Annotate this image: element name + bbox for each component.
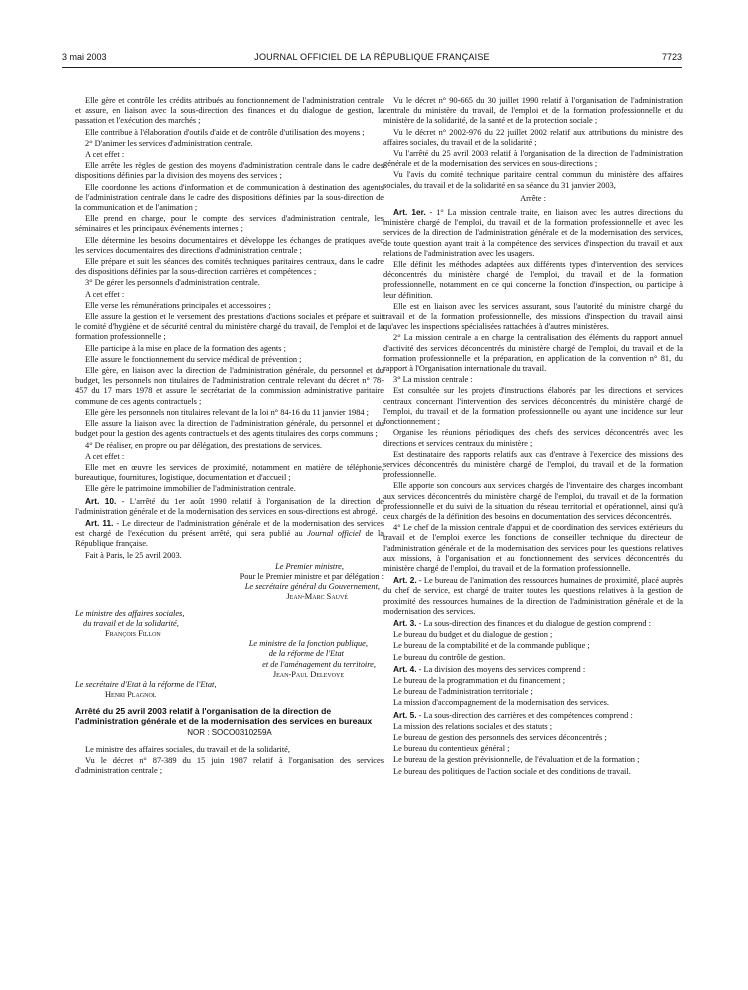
paragraph: Elle assure la liaison avec la direction de l'administration générale, du personnel et du budget pour la gestion des agents contractuels et des agents titulaires des corps communs ; [75, 419, 384, 439]
list-item: Le bureau de la comptabilité et de la commande publique ; [393, 641, 590, 651]
paragraph: Vu le décret n° 2002-976 du 22 juillet 2002 relatif aux attributions du ministre des affaires sociales, du travail et de la solidarité ; [383, 127, 683, 147]
article-10 [75, 496, 384, 517]
signature-name: Jean-Marc Sauvé [286, 592, 348, 602]
paragraph: 4° Le chef de la mission centrale d'appui et de coordination des services extérieurs du travail et de l'emploi exerce les fonctions de conseiller technique du directeur de l'administration générale et de la modernisation des services pour les questions relatives aux missions, à l'organisation et au fonctionnement des services déconcentrés du ministère chargé de l'emploi, du travail et de la formation professionnelle. [383, 523, 683, 573]
list-item: Le bureau des politiques de l'action sociale et des conditions de travail. [393, 766, 631, 776]
paragraph: Elle est en liaison avec les services assurant, sous l'autorité du ministre chargé du travail et de la formation professionnelle, des missions d'inspection du travail ainsi qu'avec les inspections spécialisées rattachées à d'autres ministères. [383, 301, 683, 332]
fait-a-paris: Fait à Paris, le 25 avril 2003. [85, 550, 182, 560]
paragraph: Le ministre des affaires sociales, du travail et de la solidarité, [85, 744, 290, 754]
paragraph: 2° La mission centrale a en charge la centralisation des éléments du rapport annuel d'activité des services déconcentrés du ministère chargé de l'emploi, du travail et de la formation professionnelle et la préparation, en application de la convention n° 81, du rapport à l'Organisation internationale du travail. [383, 333, 683, 374]
nor-reference: NOR : SOCO0310259A [187, 728, 272, 738]
header-rule [62, 67, 682, 68]
header-page-number: 7723 [661, 52, 682, 62]
paragraph: 3° La mission centrale : [393, 375, 473, 385]
article-text: - 1° La mission centrale traite, en liaison avec les autres directions du ministère chargé de l'emploi, du travail et de la formation professionnelle et avec les services de la direction de l'administration générale et de la modernisation des services, de toute question ayant trait à la compétence des services d'inspection du travail et aux relations de l'administration avec les usagers. [383, 208, 683, 258]
paragraph: Elle prend en charge, pour le compte des services d'administration centrale, les séminaires et les principaux événements internes ; [75, 214, 384, 234]
list-item: Le bureau de l'administration territoriale ; [393, 687, 533, 697]
article-text: - Le bureau de l'animation des ressources humaines de proximité, placé auprès du chef de service, est chargé de traiter toutes les questions relatives à la gestion de proximité des ressources humaines de la direction de l'administration générale et de la modernisation des services. [383, 576, 684, 616]
paragraph: Elle verse les rémunérations principales et accessoires ; [85, 300, 271, 310]
minister-role: de la réforme de l'Etat [268, 649, 344, 659]
paragraph: A cet effet : [85, 289, 125, 299]
article-1 [383, 207, 683, 259]
paragraph: Elle arrête les règles de gestion des moyens d'administration centrale dans le cadre des dispositions définies par la division des moyens des services ; [75, 161, 384, 181]
list-item: La mission d'accompagnement de la modernisation des services. [393, 698, 609, 708]
signature-role: Le secrétaire général du Gouvernement, [244, 582, 380, 592]
paragraph: Elle contribue à l'élaboration d'outils d'aide et de contrôle d'utilisation des moyens ; [85, 127, 365, 137]
article-label: Art. 3. [393, 617, 417, 628]
right-column [383, 96, 683, 778]
list-item: Le bureau du budget et du dialogue de gestion ; [393, 630, 553, 640]
page-header [62, 52, 682, 66]
article-label: Art. 5. [393, 709, 417, 720]
article-11 [75, 518, 384, 550]
signature-title: Le Premier ministre, [275, 561, 344, 571]
paragraph: Elle apporte son concours aux services chargés de l'inventaire des charges incombant aux services déconcentrés du ministère chargé de l'emploi, du travail et de la formation professionnelle et du suivi de la situation du réseau territorial et opérationnel, ainsi qu'à ceux chargés de la définition des besoins en documentation des services déconcentrés. [383, 481, 683, 521]
header-title: JOURNAL OFFICIEL DE LA RÉPUBLIQUE FRANÇAISE [254, 52, 490, 62]
paragraph: Elle assure la gestion et le versement des prestations d'actions sociales et prépare et suit le comité d'hygiène et de sécurité central du ministère chargé du travail, de l'emploi et de la formation professionnelle ; [75, 312, 384, 342]
list-item: Le bureau de la programmation et du financement ; [393, 675, 566, 685]
arrete-title: Arrêté du 25 avril 2003 relatif à l'organisation de la direction de l'administration générale et de la modernisation des services en bureaux [75, 706, 373, 727]
minister-role: Le ministre de la fonction publique, [248, 639, 368, 649]
paragraph: Elle gère les personnels non titulaires relevant de la loi n° 84-16 du 11 janvier 1984 ; [85, 407, 369, 417]
paragraph: Elle met en œuvre les services de proximité, notamment en matière de téléphonie, bureautique, fournitures, logistique, documentation et d'accueil ; [75, 462, 384, 483]
article-label: Art. 2. [393, 575, 417, 586]
minister-role: Le secrétaire d'Etat à la réforme de l'Etat, [75, 679, 217, 689]
paragraph: Vu le décret n° 87-389 du 15 juin 1987 relatif à l'organisation des services d'administration centrale ; [75, 755, 384, 775]
paragraph: A cet effet : [85, 451, 125, 461]
paragraph: 3° De gérer les personnels d'administration centrale. [85, 278, 260, 288]
article-5 [383, 710, 683, 721]
article-text: - La sous-direction des finances et du dialogue de gestion comprend : [416, 618, 651, 628]
header-date: 3 mai 2003 [62, 52, 107, 62]
paragraph: Vu l'arrêté du 25 avril 2003 relatif à l'organisation de la direction de l'administration générale et de la modernisation des services en sous-directions ; [383, 149, 683, 169]
article-text: - Le directeur de l'administration générale et de la modernisation des services est chargé de l'exécution du présent arrêté, qui sera publié au [75, 518, 384, 539]
paragraph: Elle assure le fonctionnement du service médical de prévention ; [85, 354, 302, 364]
arrete-heading: Arrête : [520, 193, 546, 203]
left-column [75, 96, 384, 777]
article-3 [383, 618, 683, 629]
paragraph: 4° De réaliser, en propre ou par délégation, des prestations de services. [85, 440, 322, 450]
list-item: Le bureau du contrôle de gestion. [393, 652, 506, 662]
minister-role: Le ministre des affaires sociales, [75, 608, 185, 618]
paragraph: Elle gère et contrôle les crédits attribués au fonctionnement de l'administration centrale et assure, en liaison avec la sous-direction des finances et du dialogue de gestion, la passation et l'exécution des marchés ; [75, 96, 384, 126]
list-item: Le bureau de gestion des personnels des services déconcentrés ; [393, 732, 607, 742]
article-text: - La division des moyens des services comprend : [416, 664, 586, 674]
journal-name: Journal officiel [307, 529, 362, 539]
article-text: - L'arrêté du 1er août 1990 relatif à l'organisation de la direction de l'administration générale et de la modernisation des services en sous-directions est abrogé. [75, 496, 384, 516]
article-label: Art. 10. [85, 495, 117, 506]
paragraph: Elle prépare et suit les séances des comités techniques paritaires centraux, dans le cadre des dispositions définies par la sous-direction carrières et compétences ; [75, 257, 384, 277]
article-2 [383, 575, 683, 617]
minister-role: du travail et de la solidarité, [83, 618, 179, 628]
paragraph: Est destinataire des rapports relatifs aux cas d'entrave à l'exercice des missions des services déconcentrés du ministère chargé de l'emploi, du travail et de la formation professionnelle. [383, 449, 683, 480]
list-item: La mission des relations sociales et des statuts ; [393, 721, 553, 731]
paragraph: Elle définit les méthodes adaptées aux différents types d'intervention des services déconcentrés du ministère chargé de l'emploi, du travail et de la formation professionnelle, notamment en ce qui concerne la fonction d'inspection, ou participe à leur définition. [383, 260, 683, 300]
paragraph: Est consultée sur les projets d'instructions élaborés par les directions et services centraux concernant l'intervention des services déconcentrés du ministère chargé de l'emploi, du travail et de la formation professionnelle ou ayant une incidence sur leur fonctionnement ; [383, 386, 683, 427]
article-4 [383, 664, 683, 675]
paragraph: Elle gère le patrimoine immobilier de l'administration centrale. [85, 484, 296, 494]
minister-name: Henri Plagnol [105, 690, 157, 700]
article-label: Art. 11. [85, 517, 114, 528]
article-text: - La sous-direction des carrières et des compétences comprend : [416, 710, 633, 720]
article-text: de la République française. [75, 529, 384, 549]
paragraph: 2° D'animer les services d'administration centrale. [85, 138, 253, 148]
list-item: Le bureau de la gestion prévisionnelle, de l'évaluation et de la formation ; [393, 755, 640, 765]
signature-delegation: Pour le Premier ministre et par délégation : [239, 571, 384, 581]
paragraph: Elle détermine les besoins documentaires et développe les échanges de pratiques avec les services documentaires des directions d'administration centrale ; [75, 235, 384, 255]
paragraph: Elle coordonne les actions d'information et de communication à destination des agents de l'administration centrale dans le cadre des dispositions définies par la sous-direction de la communication et de l'animation ; [75, 182, 384, 213]
minister-role: et de l'aménagement du territoire, [262, 659, 376, 669]
list-item: Le bureau du contentieux général ; [393, 744, 510, 754]
paragraph: Organise les réunions périodiques des chefs des services déconcentrés avec les directions et services centraux du ministère ; [383, 428, 683, 448]
paragraph: Vu l'avis du comité technique paritaire central commun du ministère des affaires sociales, du travail et de la solidarité en sa séance du 31 janvier 2003, [383, 170, 683, 190]
article-label: Art. 1er. [393, 207, 426, 218]
paragraph: Vu le décret n° 90-665 du 30 juillet 1990 relatif à l'organisation de l'administration centrale du ministère du travail, de l'emploi et de la formation professionnelle et du ministère de la solidarité, de la santé et de la protection sociale ; [383, 96, 683, 126]
paragraph: Elle gère, en liaison avec la direction de l'administration générale, du personnel et du budget, les personnels non titulaires de l'administration centrale relevant du décret n° 78-457 du 17 mars 1978 et assure le secrétariat de la commission administrative paritaire commune de ces agents contractuels ; [75, 366, 384, 406]
minister-name: Jean-Paul Delevoye [272, 669, 344, 679]
article-label: Art. 4. [393, 663, 417, 674]
paragraph: Elle participe à la mise en place de la formation des agents ; [85, 343, 286, 353]
paragraph: A cet effet : [85, 150, 125, 160]
minister-name: François Fillon [105, 628, 161, 638]
